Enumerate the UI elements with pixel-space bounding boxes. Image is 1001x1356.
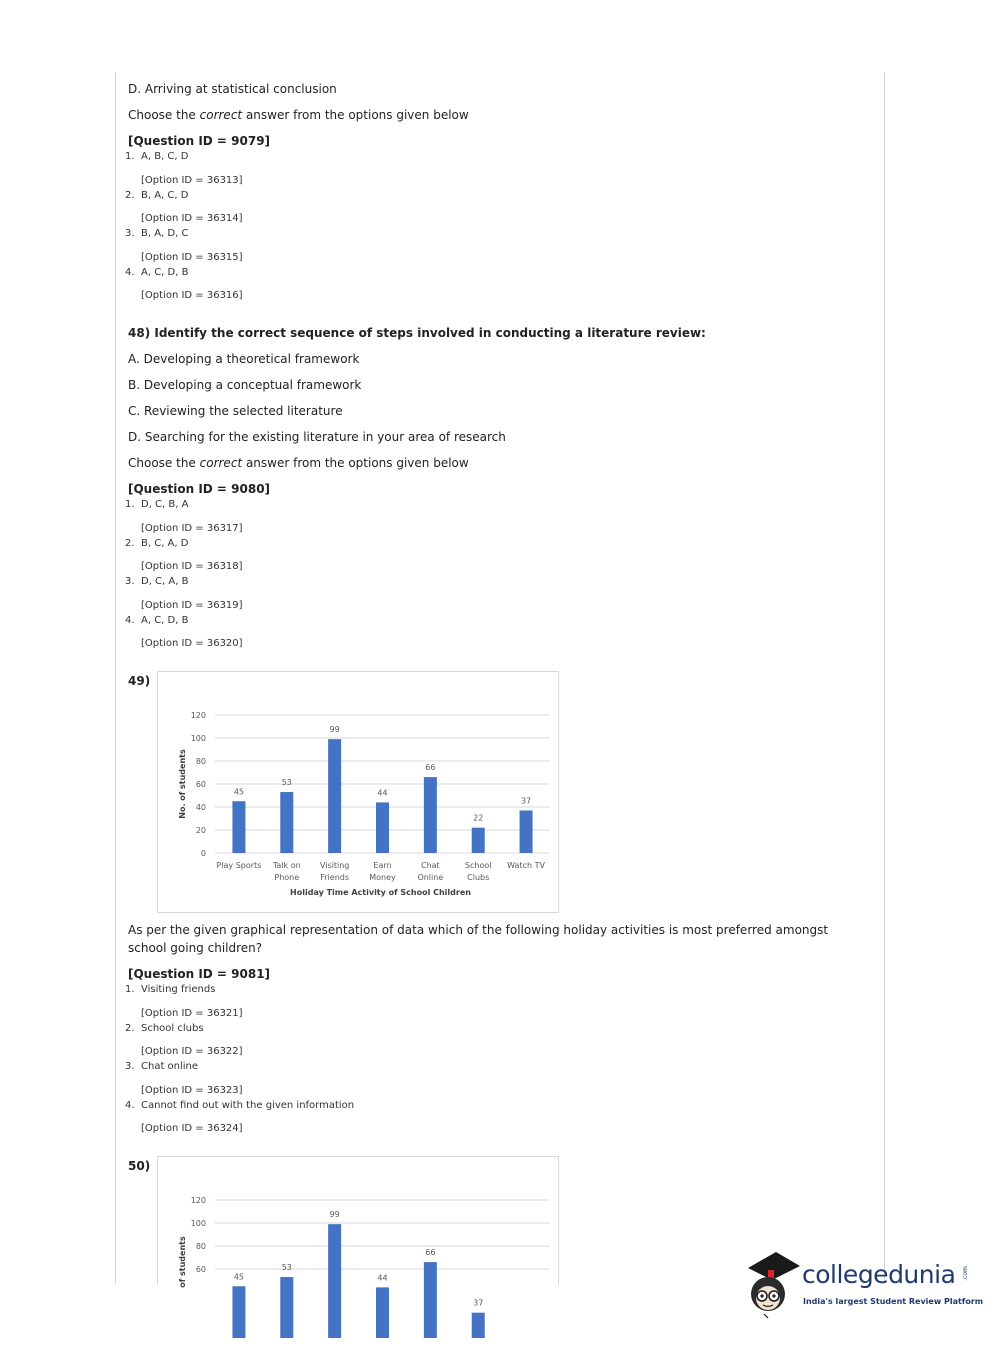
x-tick-label: Visiting xyxy=(319,861,350,870)
q48-option-3-id: [Option ID = 36319] xyxy=(141,600,243,611)
y-axis-label: No. of students xyxy=(178,749,187,819)
data-label: 53 xyxy=(281,1263,292,1273)
q47-option-1[interactable]: 1. A, B, C, D xyxy=(125,151,189,162)
x-tick-label: Talk on xyxy=(272,861,301,870)
x-axis-title: Holiday Time Activity of School Children xyxy=(290,888,471,897)
mascot-icon xyxy=(744,1250,804,1320)
bar-2 xyxy=(328,739,341,853)
x-tick-label: Online xyxy=(417,873,444,882)
bar-4 xyxy=(424,777,437,853)
data-label: 22 xyxy=(473,813,484,823)
q48-item-d: D. Searching for the existing literature in your area of research xyxy=(128,430,506,444)
q47-question-id: [Question ID = 9079] xyxy=(128,134,271,148)
x-tick-label: Play Sports xyxy=(216,861,262,870)
q48-option-2-id: [Option ID = 36318] xyxy=(141,561,243,572)
q48-option-1[interactable]: 1. D, C, B, A xyxy=(125,499,189,510)
y-tick-label: 100 xyxy=(190,734,206,743)
x-tick-label: Chat xyxy=(421,861,440,870)
x-tick-label: Clubs xyxy=(467,873,490,882)
q48-item-a: A. Developing a theoretical framework xyxy=(128,352,360,366)
bar-0 xyxy=(232,801,245,853)
bar-5 xyxy=(472,828,485,853)
logo-suffix: .com xyxy=(961,1266,969,1281)
y-tick-label: 80 xyxy=(195,1242,206,1251)
q48-option-2[interactable]: 2. B, C, A, D xyxy=(125,538,189,549)
q49-option-4-id: [Option ID = 36324] xyxy=(141,1123,243,1134)
q49-question-id: [Question ID = 9081] xyxy=(128,967,271,981)
q48-question: 48) Identify the correct sequence of steps involved in conducting a literature review: xyxy=(128,326,706,340)
q48-option-1-id: [Option ID = 36317] xyxy=(141,523,243,534)
y-tick-label: 20 xyxy=(195,826,206,835)
q49-option-2[interactable]: 2. School clubs xyxy=(125,1023,204,1034)
q49-option-4[interactable]: 4. Cannot find out with the given information xyxy=(125,1100,355,1111)
page-border-right xyxy=(884,72,885,1284)
data-label: 44 xyxy=(377,1273,388,1283)
q49-option-1[interactable]: 1. Visiting friends xyxy=(125,984,216,995)
x-tick-label: School xyxy=(464,861,492,870)
bar-2 xyxy=(328,1224,341,1338)
x-tick-label: Phone xyxy=(274,873,300,882)
data-label: 66 xyxy=(425,1248,436,1258)
q47-option-4-id: [Option ID = 36316] xyxy=(141,290,243,301)
y-tick-label: 120 xyxy=(190,711,206,720)
q47-option-2-id: [Option ID = 36314] xyxy=(141,213,243,224)
y-tick-label: 60 xyxy=(195,1265,206,1274)
bar-6 xyxy=(520,810,533,853)
q49-question: As per the given graphical representation of data which of the following holiday activities is most preferred amongst school going children? xyxy=(128,923,829,955)
q49-option-3-id: [Option ID = 36323] xyxy=(141,1085,243,1096)
bar-5 xyxy=(472,1313,485,1338)
q50-number: 50) xyxy=(128,1159,151,1173)
q49-option-3[interactable]: 3. Chat online xyxy=(125,1061,199,1072)
q47-item-d: D. Arriving at statistical conclusion xyxy=(128,82,337,96)
bar-3 xyxy=(376,802,389,853)
data-label: 45 xyxy=(233,1272,245,1282)
q47-option-3[interactable]: 3. B, A, D, C xyxy=(125,228,189,239)
bar-0 xyxy=(232,1286,245,1338)
q48-item-b: B. Developing a conceptual framework xyxy=(128,378,362,392)
x-tick-label: Money xyxy=(369,873,396,882)
y-axis-label: of students xyxy=(178,1236,187,1288)
bar-4 xyxy=(424,1262,437,1338)
q49-option-1-id: [Option ID = 36321] xyxy=(141,1008,243,1019)
y-tick-label: 40 xyxy=(195,803,206,812)
q48-option-3[interactable]: 3. D, C, A, B xyxy=(125,576,189,587)
data-label: 99 xyxy=(329,725,340,735)
q47-option-1-id: [Option ID = 36313] xyxy=(141,175,243,186)
chart-2-frame xyxy=(157,1156,559,1308)
bar-3 xyxy=(376,1287,389,1338)
holiday-activity-chart-partial xyxy=(158,1157,558,1308)
x-tick-label: Earn xyxy=(373,861,392,870)
logo-wordmark: collegedunia xyxy=(802,1260,956,1289)
q49-option-2-id: [Option ID = 36322] xyxy=(141,1046,243,1057)
q47-instruction: Choose the correct answer from the options given below xyxy=(128,108,469,122)
x-tick-label: Watch TV xyxy=(507,861,545,870)
q49-number: 49) xyxy=(128,674,151,688)
data-label: 44 xyxy=(377,788,388,798)
q48-option-4[interactable]: 4. A, C, D, B xyxy=(125,615,189,626)
y-tick-label: 80 xyxy=(195,757,206,766)
q48-option-4-id: [Option ID = 36320] xyxy=(141,638,243,649)
data-label: 37 xyxy=(473,1298,484,1308)
q47-option-3-id: [Option ID = 36315] xyxy=(141,252,243,263)
y-tick-label: 60 xyxy=(195,780,206,789)
q48-item-c: C. Reviewing the selected literature xyxy=(128,404,343,418)
data-label: 66 xyxy=(425,763,436,773)
bar-1 xyxy=(280,1277,293,1338)
y-tick-label: 100 xyxy=(190,1219,206,1228)
y-tick-label: 120 xyxy=(190,1196,206,1205)
holiday-activity-chart xyxy=(158,672,558,912)
q47-option-4[interactable]: 4. A, C, D, B xyxy=(125,267,189,278)
chart-1-frame xyxy=(157,671,559,913)
data-label: 99 xyxy=(329,1210,340,1220)
data-label: 37 xyxy=(520,796,532,806)
bar-1 xyxy=(280,792,293,853)
q47-option-2[interactable]: 2. B, A, C, D xyxy=(125,190,189,201)
logo-tagline: India's largest Student Review Platform xyxy=(803,1297,984,1306)
x-tick-label: Friends xyxy=(320,873,350,882)
collegedunia-logo xyxy=(744,1250,984,1320)
data-label: 45 xyxy=(233,787,245,797)
q48-instruction: Choose the correct answer from the options given below xyxy=(128,456,469,470)
data-label: 53 xyxy=(281,778,292,788)
y-tick-label: 0 xyxy=(200,849,206,858)
q48-question-id: [Question ID = 9080] xyxy=(128,482,271,496)
page-border-left xyxy=(115,72,116,1284)
